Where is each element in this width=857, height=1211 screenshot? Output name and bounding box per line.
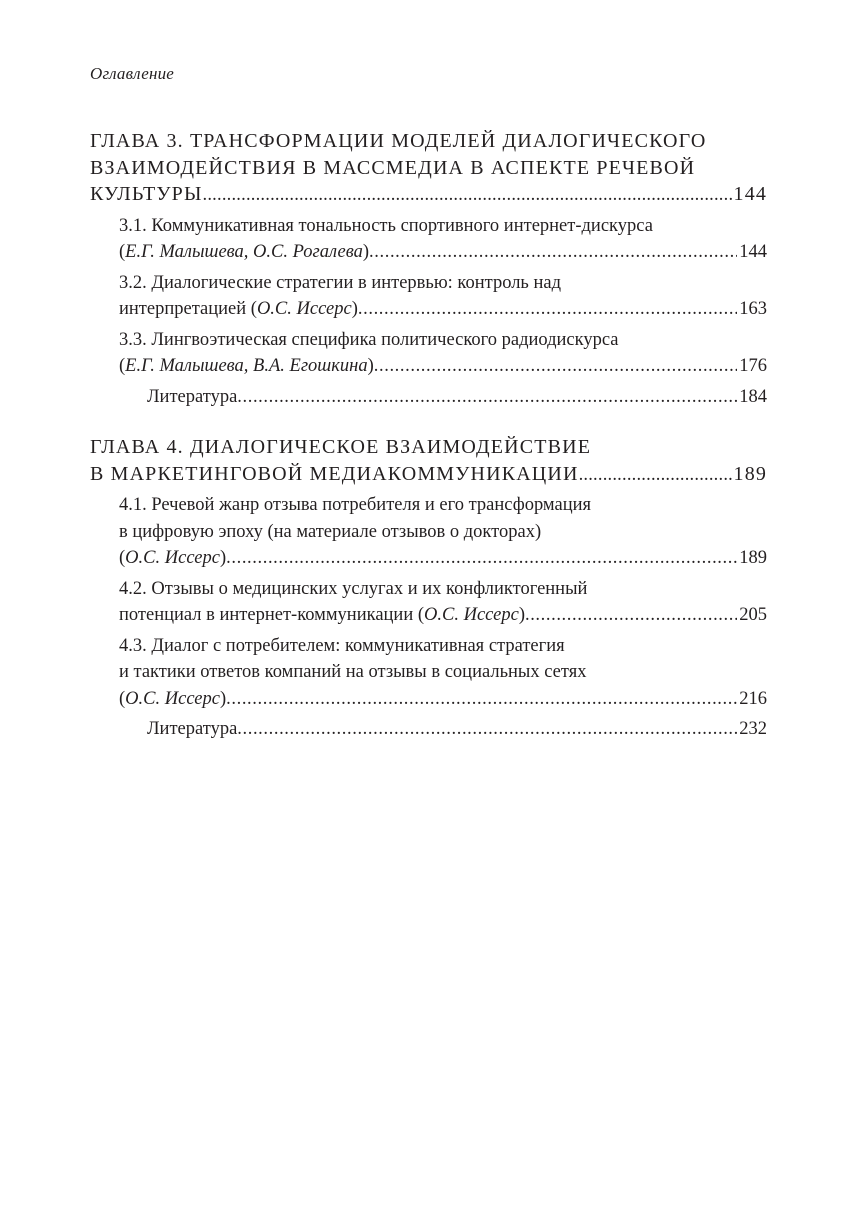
entry-last-line: [119, 602, 767, 629]
entry-last-line: [119, 296, 767, 323]
toc-entry-4-3[interactable]: [119, 633, 767, 713]
page-number: 176: [739, 356, 767, 376]
dot-leader: [237, 716, 737, 743]
entry-last-line: [119, 545, 767, 572]
page-number: 205: [739, 605, 767, 625]
toc-entry-3-1[interactable]: [119, 213, 767, 266]
dot-leader: [226, 545, 737, 572]
entry-authors: О.С. Иссерс: [125, 688, 220, 709]
entry-authors: Е.Г. Малышева, В.А. Егошкина: [125, 356, 368, 376]
chapter-title-line: В МАРКЕТИНГОВОЙ МЕДИАКОММУНИКАЦИИ: [90, 462, 579, 485]
chapter-title-line: ВЗАИМОДЕЙСТВИЯ В МАССМЕДИА В АСПЕКТЕ РЕЧЕВОЙ: [90, 156, 696, 179]
chapter-3: [90, 128, 767, 410]
page-number: 144: [733, 183, 767, 205]
chapter-4: [90, 434, 767, 743]
chapter-title-line: ГЛАВА 4. ДИАЛОГИЧЕСКОЕ ВЗАИМОДЕЙСТВИЕ: [90, 436, 592, 458]
page-number: 184: [739, 386, 767, 407]
entry-authors: О.С. Иссерс: [125, 548, 220, 568]
chapter-title-line: ГЛАВА 3. ТРАНСФОРМАЦИИ МОДЕЛЕЙ ДИАЛОГИЧЕСКОГО: [90, 130, 707, 152]
chapter-title[interactable]: [90, 434, 767, 488]
toc-entry-3-2[interactable]: [119, 270, 767, 323]
entry-last-line: [147, 384, 767, 411]
entry-title-line: 4.2. Отзывы о медицинских услугах и их конфликтогенный: [119, 578, 588, 599]
entry-title-line: в цифровую эпоху (на материале отзывов о докторах): [119, 521, 542, 542]
entry-authors-text: (Е.Г. Малышева, В.А. Егошкина): [119, 356, 374, 376]
page-number: 163: [739, 299, 767, 319]
entry-authors-text: (Е.Г. Малышева, О.С. Рогалева): [119, 242, 370, 262]
page-number: 189: [739, 548, 767, 568]
entry-title-line: 4.1. Речевой жанр отзыва потребителя и его трансформация: [119, 495, 592, 515]
toc-entry-4-1[interactable]: [119, 492, 767, 572]
entry-authors-text: интерпретацией (О.С. Иссерс): [119, 299, 358, 319]
dot-leader: [369, 239, 737, 266]
chapter-title[interactable]: [90, 128, 767, 209]
dot-leader: [358, 296, 737, 323]
literature-label: Литература: [147, 719, 238, 739]
entry-title-line: 3.3. Лингвоэтическая специфика политического радиодискурса: [119, 329, 619, 350]
entry-authors: О.С. Иссерс: [424, 605, 519, 625]
entry-authors: Е.Г. Малышева, О.С. Рогалева: [125, 242, 363, 262]
dot-leader: [203, 182, 732, 209]
toc-entry-literature[interactable]: [147, 716, 767, 743]
entry-title-line: 3.2. Диалогические стратегии в интервью: контроль над: [119, 272, 562, 293]
dot-leader: [237, 384, 737, 411]
entry-authors-text: (О.С. Иссерс): [119, 548, 227, 568]
entry-last-line: [147, 716, 767, 743]
toc-entry-literature[interactable]: [147, 384, 767, 411]
toc-entry-3-3[interactable]: [119, 327, 767, 380]
entry-title-line: 4.3. Диалог с потребителем: коммуникативная стратегия: [119, 635, 565, 656]
entry-authors-text: потенциал в интернет-коммуникации (О.С. Иссерс): [119, 605, 525, 625]
chapter-title-line: КУЛЬТУРЫ: [90, 183, 203, 205]
chapter-title-last-line: [90, 181, 767, 209]
entry-title-line: 3.1. Коммуникативная тональность спортивного интернет-дискурса: [119, 215, 653, 236]
table-of-contents: [90, 128, 767, 753]
page-number: 144: [739, 242, 767, 262]
entry-last-line: [119, 686, 767, 713]
chapter-title-last-line: [90, 461, 767, 489]
entry-last-line: [119, 239, 767, 266]
toc-entry-4-2[interactable]: [119, 576, 767, 629]
page-number: 216: [739, 688, 767, 709]
dot-leader: [525, 602, 737, 629]
entry-authors-text: (О.С. Иссерс): [119, 688, 227, 709]
dot-leader: [226, 686, 737, 713]
page-number: 189: [733, 462, 767, 485]
running-head: Оглавление: [90, 64, 175, 83]
entry-title-line: и тактики ответов компаний на отзывы в социальных сетях: [119, 662, 587, 682]
literature-label: Литература: [147, 386, 238, 407]
page-number: 232: [739, 719, 767, 739]
entry-authors: О.С. Иссерс: [256, 299, 352, 319]
dot-leader: [579, 462, 732, 489]
dot-leader: [374, 353, 737, 380]
entry-last-line: [119, 353, 767, 380]
